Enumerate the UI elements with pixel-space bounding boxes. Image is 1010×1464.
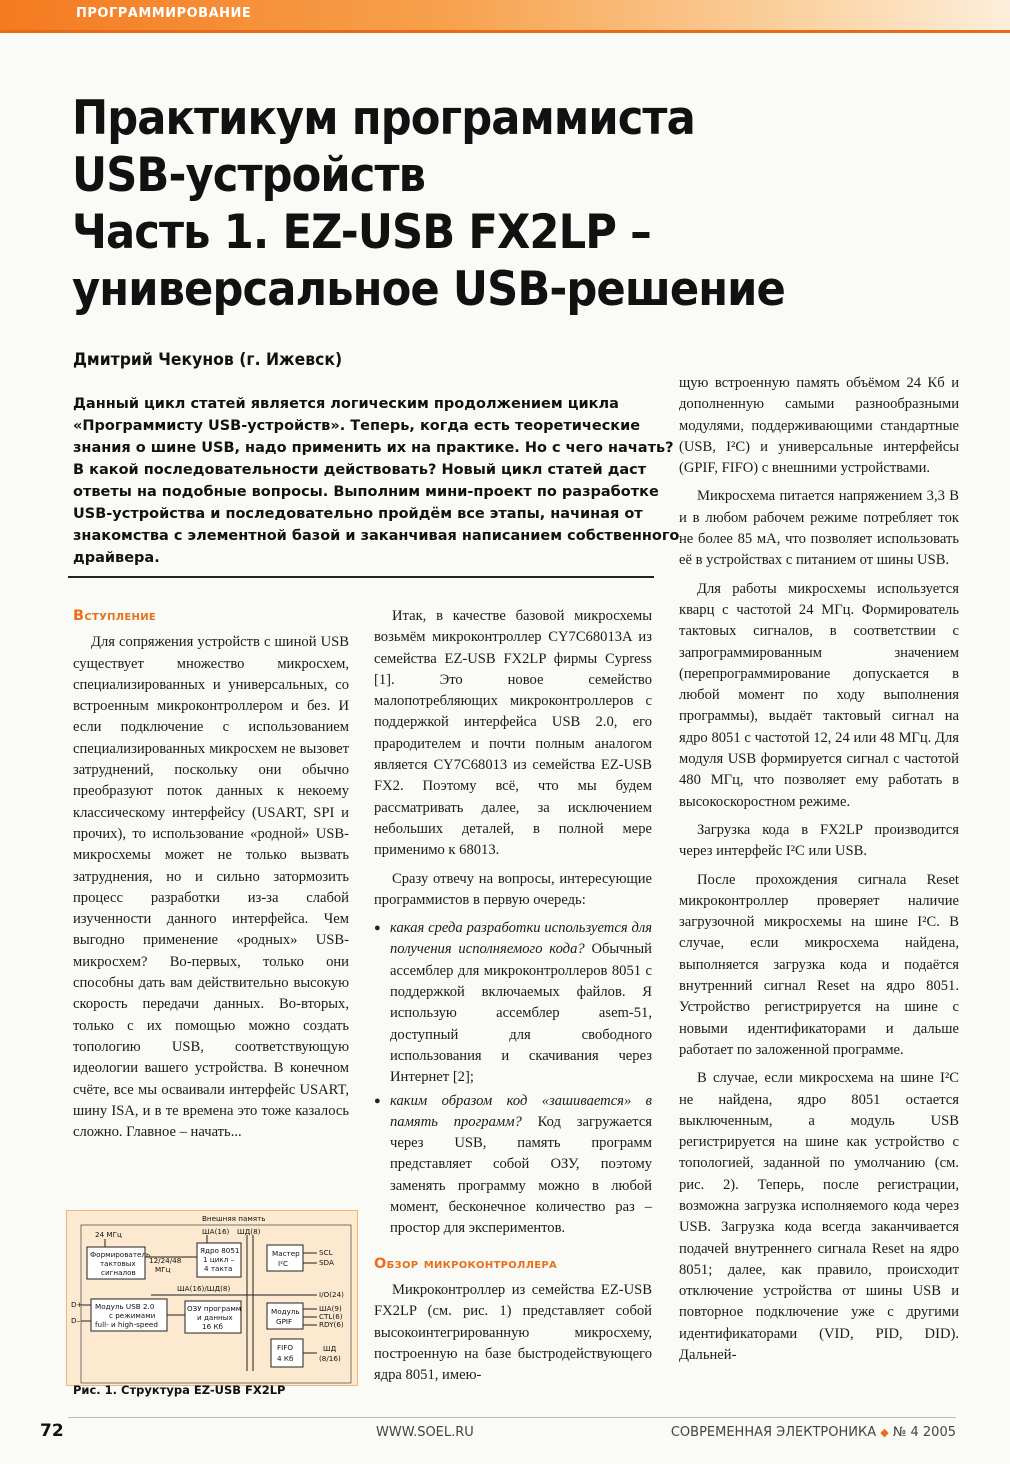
paragraph: Микросхема питается напряжением 3,3 В и в любом рабочем режиме потребляет ток не более 85 мА, что позволяет использовать её в устройствах с питанием от шины USB. [679,488,959,569]
diagram-label: и данных [197,1313,233,1322]
diagram-label: I²C [278,1259,289,1268]
diagram-label: D– [71,1316,81,1325]
diagram-label: SDA [319,1258,334,1267]
title-line: Практикум программиста [72,91,695,146]
paragraph: Для работы микросхемы используется кварц с частотой 24 МГц. Формирователь тактовых сигналов, в соответствии с запрограммированным значением (перепрограммирование допускается в любой момент по ходу выполнения программы), выдаёт тактовый сигнал на ядро 8051 с частотой 12, 24 или 48 МГц. Для модуля USB формируется сигнал с частотой 480 МГц, что позволяет ему работать в высокоскоростном режиме. [679,580,959,810]
diagram-label: I/O(24) [319,1290,344,1299]
diagram-label: ША(16) [202,1227,230,1236]
diagram-label: Мастер [272,1249,300,1258]
bullet-answer: Код загружается через USB, память программ представляет собой ОЗУ, поэтому заменять программу можно в любой момент, бесконечное количество раз – простор для экспериментов. [390,1113,653,1237]
diagram-label: 4 Кб [277,1354,294,1363]
bullet-list [374,918,652,1239]
section-heading: Обзор микроконтроллера [374,1255,558,1272]
diagram-label: Формирователь [90,1250,151,1259]
list-item [374,1091,652,1240]
title-line: универсальное USB-решение [72,262,785,317]
diagram-label: Ядро 8051 [200,1246,240,1255]
diagram-label: ШД [323,1344,337,1353]
diagram-label: full- и high-speed [95,1320,158,1329]
bullet-question: каким образом код «зашивается» в память программ? [390,1092,652,1130]
diagram-label: 16 Кб [202,1322,223,1331]
diagram-label: 12/24/48 [149,1256,182,1265]
diagram-label: 24 МГц [95,1230,122,1239]
diagram-label: Модуль USB 2.0 [95,1302,155,1311]
block-diagram-figure [66,1210,358,1386]
diagram-label: SCL [319,1248,333,1257]
diagram-label: тактовых [100,1259,136,1268]
diagram-label: Внешняя память [202,1214,266,1223]
section-heading: Вступление [73,608,156,624]
diagram-label: ША(16)/ШД(8) [177,1284,231,1293]
diagram-label: Модуль [271,1307,300,1316]
figure-caption: Рис. 1. Структура EZ-USB FX2LP [73,1383,286,1397]
bullet-question: какая среда разработки используется для получения исполняемого кода? [390,920,652,958]
diagram-label: 4 такта [204,1264,233,1273]
lead-paragraph: Данный цикл статей является логическим продолжением цикла «Программисту USB-устройств». Теперь, когда есть теоретические знания о шине USB, надо применить их на практике. Но с чего начать? В какой последовательности действовать? Новый цикл статей даст ответы на подобные вопросы. Выполним мини-проект по разработке USB-устройства и последовательно пройдём все этапы, начиная от знакомства с элементной базой и заканчивая написанием собственного драйвера. [73,396,680,566]
title-line: Часть 1. EZ-USB FX2LP – [72,205,651,260]
diagram-label: ШД(8) [237,1227,261,1236]
diagram-label: RDY(6) [319,1320,344,1329]
author: Дмитрий Чекунов (г. Ижевск) [73,350,343,370]
journal-name: СОВРЕМЕННАЯ ЭЛЕКТРОНИКА [670,1425,877,1440]
paragraph: Сразу отвечу на вопросы, интересующие программистов в первую очередь: [374,870,652,908]
journal-issue: № 4 2005 [892,1425,956,1440]
column-2 [374,606,652,1393]
diagram-label: ОЗУ программ [187,1304,242,1313]
column-1 [73,606,349,1150]
diagram-label: GPIF [276,1317,293,1326]
diagram-label: ША(9) [319,1304,342,1313]
paragraph: После прохождения сигнала Reset микроконтроллер проверяет наличие загрузочной микросхемы на шине I²C. В случае, если микросхема найдена, выполняется загрузка кода и подаётся внутренний сигнал Reset на ядро 8051. Устройство регистрируется на шине с новыми идентификаторами и дальше работает по заложенной программе. [679,871,959,1058]
paragraph: щую встроенную память объёмом 24 Кб и дополненную самыми разнообразными модулями, поддерживающими стандартные (USB, I²C) и универсальные интерфейсы (GPIF, FIFO) с внешними устройствами. [679,375,959,477]
bullet-answer: Обычный ассемблер для микроконтроллеров 8051 с поддержкой включаемых файлов. Я использую ассемблер asem-51, доступный для свободного использования и скачивания через Интернет [2]; [390,941,652,1086]
section-label: ПРОГРАММИРОВАНИЕ [76,6,252,21]
paragraph: Итак, в качестве базовой микросхемы возьмём микроконтроллер CY7C68013A из семейства EZ-USB FX2LP фирмы Cypress [1]. Это новое семейство малопотребляющих микроконтроллеров с поддержкой интерфейса USB 2.0, его прародителем и почти полным аналогом является CY7C68013 из семейства EZ-USB FX2. Поэтому всё, что мы будем рассматривать далее, за исключением небольших деталей, в полной мере применимо к 68013. [374,608,652,859]
diagram-label: FIFO [277,1343,294,1352]
list-item [374,918,652,1088]
diagram-label: с режимами [109,1311,156,1320]
footer-site: WWW.SOEL.RU [376,1425,474,1440]
column-3 [679,373,959,1373]
diagram-label: (8/16) [319,1354,341,1363]
paragraph: В случае, если микросхема на шине I²C не найдена, ядро 8051 остается выключенным, а модуль USB регистрируется на шине как устройство с топологией, заданной по умолчанию (см. рис. 2). Теперь, после регистрации, возможна загрузка исполняемого кода через USB. Загрузка кода всегда заканчивается подачей внутреннего сигнала Reset на ядро 8051; далее, как правило, происходит отключение устройства от шины USB и повторное подключение уже с другими идентификаторами (VID, PID, DID). Дальней- [679,1070,959,1364]
header-rule [0,30,1010,33]
paragraph: Для сопряжения устройств с шиной USB существует множество микросхем, специализированных и универсальных, со встроенным микроконтроллером и без. И если подключение с использованием специализированных микросхем не вызовет затруднений, поскольку они обычно преобразуют поток данных к некоему классическому интерфейсу (USART, SPI и прочих), то использование «родной» USB-микросхемы может не только вызвать затруднения, но и сильно затормозить процесс разработки из-за слабой изученности данного интерфейса. Чем выгодно применение «родных» USB-микросхем? Во-первых, только они способны дать вам действительно высокую скорость передачи данных. Во-вторых, только с их помощью можно создать топологию USB, соответствующую идеологии вашего устройства. В конечном счёте, все мы осваивали интерфейс USART, шину ISA, и в те времена это тоже казалось сложно. Главное – начать... [73,634,349,1141]
footer-journal [671,1425,956,1440]
block-diagram [67,1211,359,1387]
diagram-label: МГц [155,1265,171,1274]
diagram-label: 1 цикл – [203,1255,235,1264]
page-number: 72 [40,1421,64,1441]
diagram-label: D+ [71,1300,83,1309]
lead-divider [68,576,654,578]
paragraph: Загрузка кода в FX2LP производится через интерфейс I²C или USB. [679,821,959,860]
paragraph: Микроконтроллер из семейства EZ-USB FX2LP (см. рис. 1) представляет собой высокоинтегрированную микросхему, построенную на базе быстродействующего ядра 8051, имею- [374,1281,652,1384]
diagram-label: сигналов [101,1268,136,1277]
footer-rule [68,1417,956,1418]
diagram-label: CTL(6) [319,1312,343,1321]
diamond-icon: ◆ [880,1426,889,1439]
title-line: USB-устройств [72,148,426,203]
article-title [72,90,785,318]
